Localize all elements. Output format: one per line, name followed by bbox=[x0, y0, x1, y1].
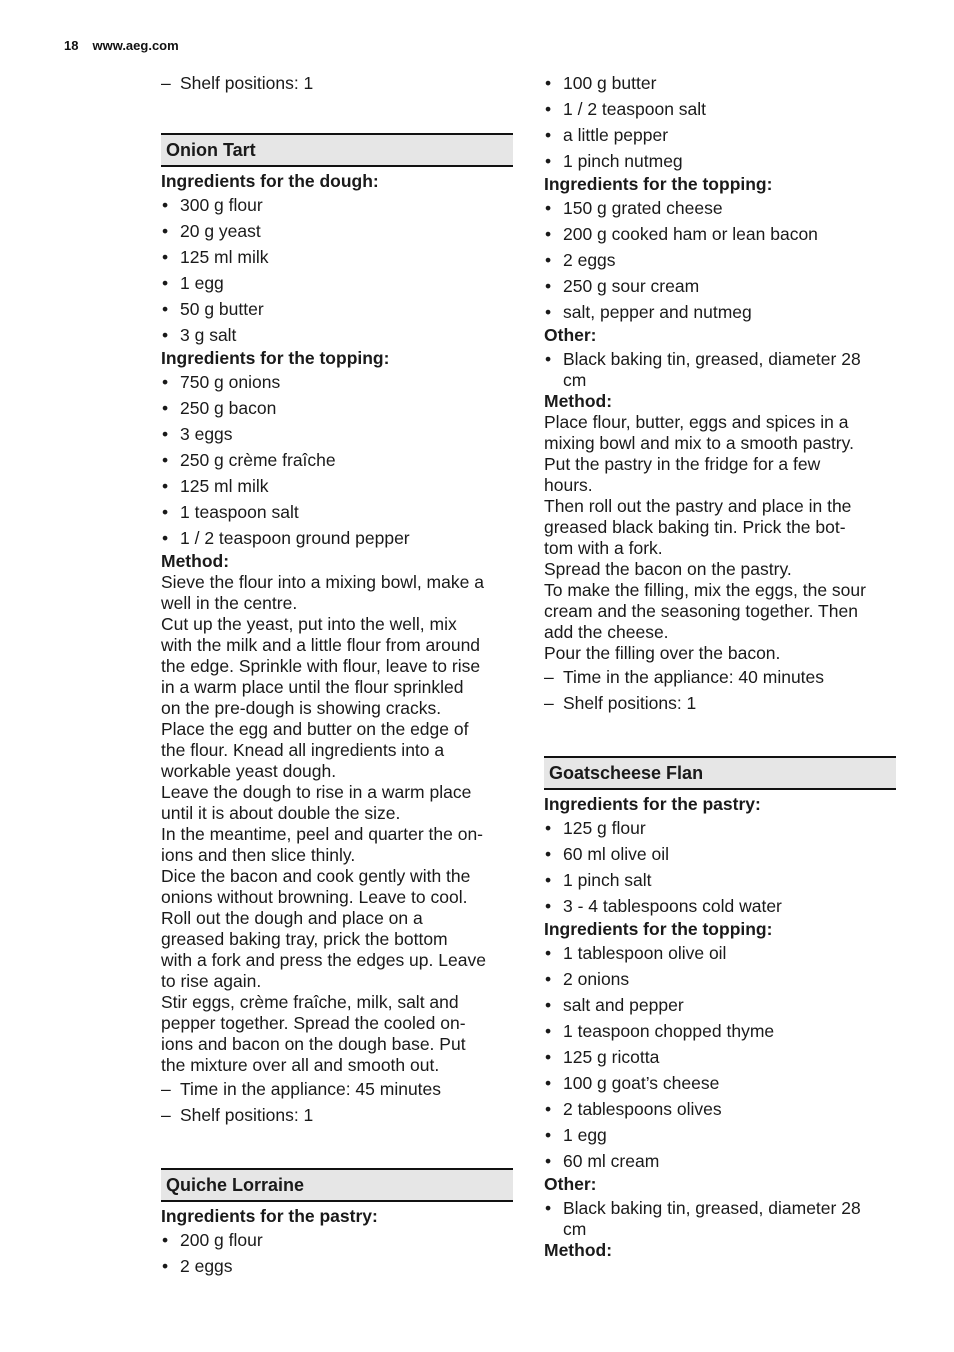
list-item: • 1 egg bbox=[544, 1122, 896, 1148]
pastry-list bbox=[161, 1227, 513, 1279]
list-item: • 1 / 2 teaspoon salt bbox=[544, 96, 896, 122]
page-header bbox=[64, 38, 193, 58]
method-line: Put the pastry in the fridge for a few bbox=[544, 454, 821, 474]
list-item bbox=[544, 346, 896, 391]
section-title-goatscheese-flan: Goatscheese Flan bbox=[544, 756, 896, 790]
method-line: Leave the dough to rise in a warm place bbox=[161, 782, 472, 802]
site-url: www.aeg.com bbox=[92, 38, 179, 53]
method-line: with a fork and press the edges up. Leave bbox=[161, 950, 486, 970]
method-line: greased black baking tin. Prick the bot- bbox=[544, 517, 846, 537]
shelf-note: – Shelf positions: 1 bbox=[544, 690, 896, 716]
list-item: • 250 g crème fraîche bbox=[161, 447, 513, 473]
method-line: in a warm place until the flour sprinkled bbox=[161, 677, 464, 697]
method-line: add the cheese. bbox=[544, 622, 669, 642]
method-line: Cut up the yeast, put into the well, mix bbox=[161, 614, 457, 634]
method-line: the mixture over all and smooth out. bbox=[161, 1055, 440, 1075]
method-line: until it is about double the size. bbox=[161, 803, 401, 823]
method-line: Sieve the flour into a mixing bowl, make a bbox=[161, 572, 484, 592]
list-item: • 100 g goat’s cheese bbox=[544, 1070, 896, 1096]
other-line: cm bbox=[563, 370, 587, 390]
list-item: • 250 g sour cream bbox=[544, 273, 896, 299]
method-line: on the pre-dough is showing cracks. bbox=[161, 698, 442, 718]
pastry-label: Ingredients for the pastry: bbox=[161, 1206, 378, 1226]
other-line: • Black baking tin, greased, diameter 28 bbox=[563, 349, 861, 369]
topping-label: Ingredients for the topping: bbox=[544, 919, 773, 939]
list-item: • 3 - 4 tablespoons cold water bbox=[544, 893, 896, 919]
method-label: Method: bbox=[161, 551, 230, 571]
method-line: Roll out the dough and place on a bbox=[161, 908, 423, 928]
time-note: – Time in the appliance: 45 minutes bbox=[161, 1076, 513, 1102]
section-title-quiche-lorraine: Quiche Lorraine bbox=[161, 1168, 513, 1202]
list-item: • 1 pinch salt bbox=[544, 867, 896, 893]
method-line: with the milk and a little flour from around bbox=[161, 635, 481, 655]
list-item: • 3 eggs bbox=[161, 421, 513, 447]
list-item: • 2 eggs bbox=[161, 1253, 513, 1279]
shelf-note: – Shelf positions: 1 bbox=[161, 70, 513, 96]
method-line: ions and bacon on the dough base. Put bbox=[161, 1034, 466, 1054]
other-line: • Black baking tin, greased, diameter 28 bbox=[563, 1198, 861, 1218]
list-item: • 60 ml olive oil bbox=[544, 841, 896, 867]
list-item: • 2 tablespoons olives bbox=[544, 1096, 896, 1122]
method-line: hours. bbox=[544, 475, 593, 495]
left-column bbox=[161, 70, 513, 1279]
other-line: cm bbox=[563, 1219, 587, 1239]
list-item: • 1 tablespoon olive oil bbox=[544, 940, 896, 966]
list-item: • 300 g flour bbox=[161, 192, 513, 218]
dough-label: Ingredients for the dough: bbox=[161, 171, 379, 191]
list-item: • 125 ml milk bbox=[161, 473, 513, 499]
method-line: Then roll out the pastry and place in the bbox=[544, 496, 852, 516]
list-item: • 1 / 2 teaspoon ground pepper bbox=[161, 525, 513, 551]
list-item: • 100 g butter bbox=[544, 70, 896, 96]
list-item: • a little pepper bbox=[544, 122, 896, 148]
method-line: onions without browning. Leave to cool. bbox=[161, 887, 468, 907]
list-item: • 20 g yeast bbox=[161, 218, 513, 244]
list-item: • 125 g ricotta bbox=[544, 1044, 896, 1070]
quiche-pastry-list-continued bbox=[544, 70, 896, 174]
topping-label: Ingredients for the topping: bbox=[544, 174, 773, 194]
list-item: • 3 g salt bbox=[161, 322, 513, 348]
method-line: pepper together. Spread the cooled on- bbox=[161, 1013, 466, 1033]
list-item: • 125 g flour bbox=[544, 815, 896, 841]
method-line: Dice the bacon and cook gently with the bbox=[161, 866, 471, 886]
method-line: Pour the filling over the bacon. bbox=[544, 643, 781, 663]
list-item bbox=[544, 1195, 896, 1240]
method-line: cream and the seasoning together. Then bbox=[544, 601, 858, 621]
list-item: • 1 teaspoon chopped thyme bbox=[544, 1018, 896, 1044]
list-item: • salt, pepper and nutmeg bbox=[544, 299, 896, 325]
pastry-list bbox=[544, 815, 896, 919]
list-item: • 1 pinch nutmeg bbox=[544, 148, 896, 174]
method-line: Place flour, butter, eggs and spices in a bbox=[544, 412, 849, 432]
method-label: Method: bbox=[544, 1240, 613, 1260]
list-item: • 150 g grated cheese bbox=[544, 195, 896, 221]
method-text bbox=[544, 412, 896, 664]
method-line: ions and then slice thinly. bbox=[161, 845, 356, 865]
right-column bbox=[544, 70, 896, 1261]
topping-list bbox=[544, 940, 896, 1174]
method-line: In the meantime, peel and quarter the on- bbox=[161, 824, 484, 844]
topping-list bbox=[161, 369, 513, 551]
method-line: the edge. Sprinkle with flour, leave to rise bbox=[161, 656, 481, 676]
list-item: • 1 egg bbox=[161, 270, 513, 296]
method-text bbox=[161, 572, 513, 1076]
list-item: • 2 onions bbox=[544, 966, 896, 992]
list-item: • 250 g bacon bbox=[161, 395, 513, 421]
list-item: • 60 ml cream bbox=[544, 1148, 896, 1174]
method-line: to rise again. bbox=[161, 971, 262, 991]
dough-list bbox=[161, 192, 513, 348]
list-item: • 750 g onions bbox=[161, 369, 513, 395]
topping-list bbox=[544, 195, 896, 325]
method-line: Stir eggs, crème fraîche, milk, salt and bbox=[161, 992, 459, 1012]
pastry-label: Ingredients for the pastry: bbox=[544, 794, 761, 814]
method-label: Method: bbox=[544, 391, 613, 411]
time-note: – Time in the appliance: 40 minutes bbox=[544, 664, 896, 690]
other-label: Other: bbox=[544, 1174, 597, 1194]
method-line: Spread the bacon on the pastry. bbox=[544, 559, 792, 579]
list-item: • 2 eggs bbox=[544, 247, 896, 273]
method-line: tom with a fork. bbox=[544, 538, 663, 558]
list-item: • 200 g cooked ham or lean bacon bbox=[544, 221, 896, 247]
method-line: greased baking tray, prick the bottom bbox=[161, 929, 448, 949]
method-line: To make the filling, mix the eggs, the sour bbox=[544, 580, 866, 600]
other-label: Other: bbox=[544, 325, 597, 345]
page-number: 18 bbox=[64, 38, 79, 53]
list-item: • salt and pepper bbox=[544, 992, 896, 1018]
list-item: • 50 g butter bbox=[161, 296, 513, 322]
method-line: well in the centre. bbox=[161, 593, 298, 613]
method-line: Place the egg and butter on the edge of bbox=[161, 719, 469, 739]
method-line: mixing bowl and mix to a smooth pastry. bbox=[544, 433, 854, 453]
list-item: • 125 ml milk bbox=[161, 244, 513, 270]
method-line: workable yeast dough. bbox=[161, 761, 337, 781]
section-title-onion-tart: Onion Tart bbox=[161, 133, 513, 167]
list-item: • 200 g flour bbox=[161, 1227, 513, 1253]
topping-label: Ingredients for the topping: bbox=[161, 348, 390, 368]
list-item: • 1 teaspoon salt bbox=[161, 499, 513, 525]
method-line: the flour. Knead all ingredients into a bbox=[161, 740, 445, 760]
shelf-note: – Shelf positions: 1 bbox=[161, 1102, 513, 1128]
